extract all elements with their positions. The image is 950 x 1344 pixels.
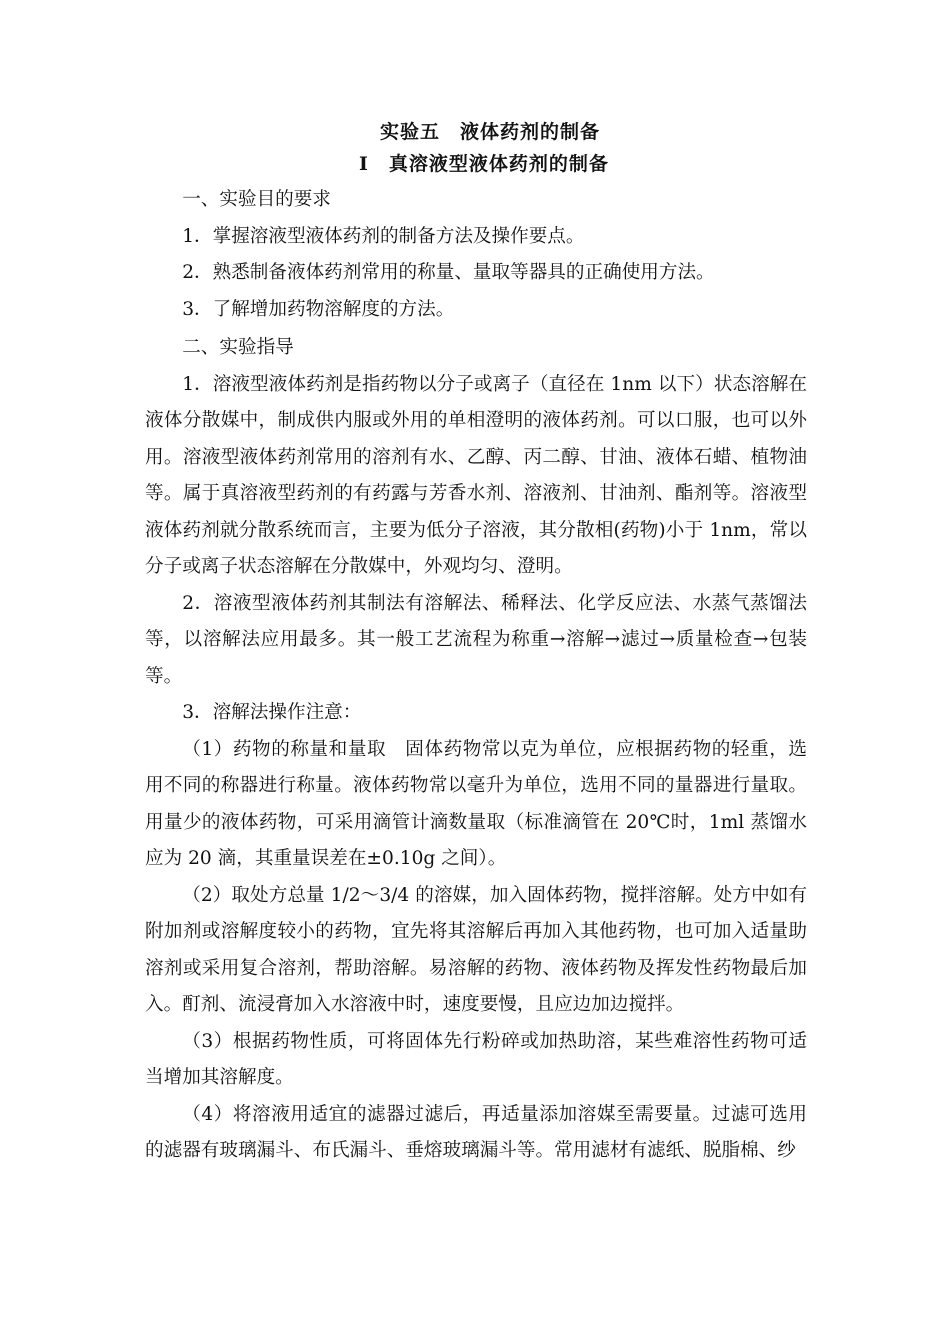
section-heading-guidance: 二、实验指导 xyxy=(182,337,294,358)
document-title: 实验五 液体药剂的制备 xyxy=(379,121,600,143)
guidance-paragraph-3: 3．溶解法操作注意： xyxy=(182,702,362,723)
section-heading-objectives: 一、实验目的要求 xyxy=(182,189,331,210)
document-subtitle: Ⅰ 真溶液型液体药剂的制备 xyxy=(359,153,609,175)
guidance-paragraph-4: （1）药物的称量和量取 固体药物常以克为单位，应根据药物的轻重，选用不同的称器进行称量。液体药物常以毫升为单位，选用不同的量器进行量取。用量少的液体药物，可采用滴管计滴数量取（标准滴管在 20℃时，1ml 蒸馏水应为 20 滴，其重量误差在±0.10g 之间）。 xyxy=(145,738,807,869)
guidance-paragraph-1: 1．溶液型液体药剂是指药物以分子或离子（直径在 1nm 以下）状态溶解在液体分散媒中，制成供内服或外用的单相澄明的液体药剂。可以口服，也可以外用。溶液型液体药剂常用的溶剂有水、乙醇、丙二醇、甘油、液体石蜡、植物油等。属于真溶液型药剂的有药露与芳香水剂、溶液剂、甘油剂、酯剂等。溶液型液体药剂就分散系统而言，主要为低分子溶液，其分散相(药物)小于 1nm，常以分子或离子状态溶解在分散媒中，外观均匀、澄明。 xyxy=(145,373,807,577)
guidance-paragraph-6: （3）根据药物性质，可将固体先行粉碎或加热助溶，某些难溶性药物可适当增加其溶解度。 xyxy=(145,1030,807,1088)
objective-item-3: 3．了解增加药物溶解度的方法。 xyxy=(182,298,455,320)
document-body xyxy=(145,116,807,1170)
guidance-paragraph-2: 2．溶液型液体药剂其制法有溶解法、稀释法、化学反应法、水蒸气蒸馏法等，以溶解法应用最多。其一般工艺流程为称重→溶解→滤过→质量检查→包装等。 xyxy=(145,592,807,687)
guidance-paragraph-5: （2）取处方总量 1/2～3/4 的溶媒，加入固体药物，搅拌溶解。处方中如有附加剂或溶解度较小的药物，宜先将其溶解后再加入其他药物，也可加入适量助溶剂或采用复合溶剂，帮助溶解。易溶解的药物、液体药物及挥发性药物最后加入。酊剂、流浸膏加入水溶液中时，速度要慢，且应边加边搅拌。 xyxy=(145,884,807,1015)
objective-item-1: 1．掌握溶液型液体药剂的制备方法及操作要点。 xyxy=(182,225,585,247)
guidance-paragraph-7: （4）将溶液用适宜的滤器过滤后，再适量添加溶媒至需要量。过滤可选用的滤器有玻璃漏斗、布氏漏斗、垂熔玻璃漏斗等。常用滤材有滤纸、脱脂棉、纱 xyxy=(145,1103,807,1161)
objective-item-2: 2．熟悉制备液体药剂常用的称量、量取等器具的正确使用方法。 xyxy=(182,262,715,283)
